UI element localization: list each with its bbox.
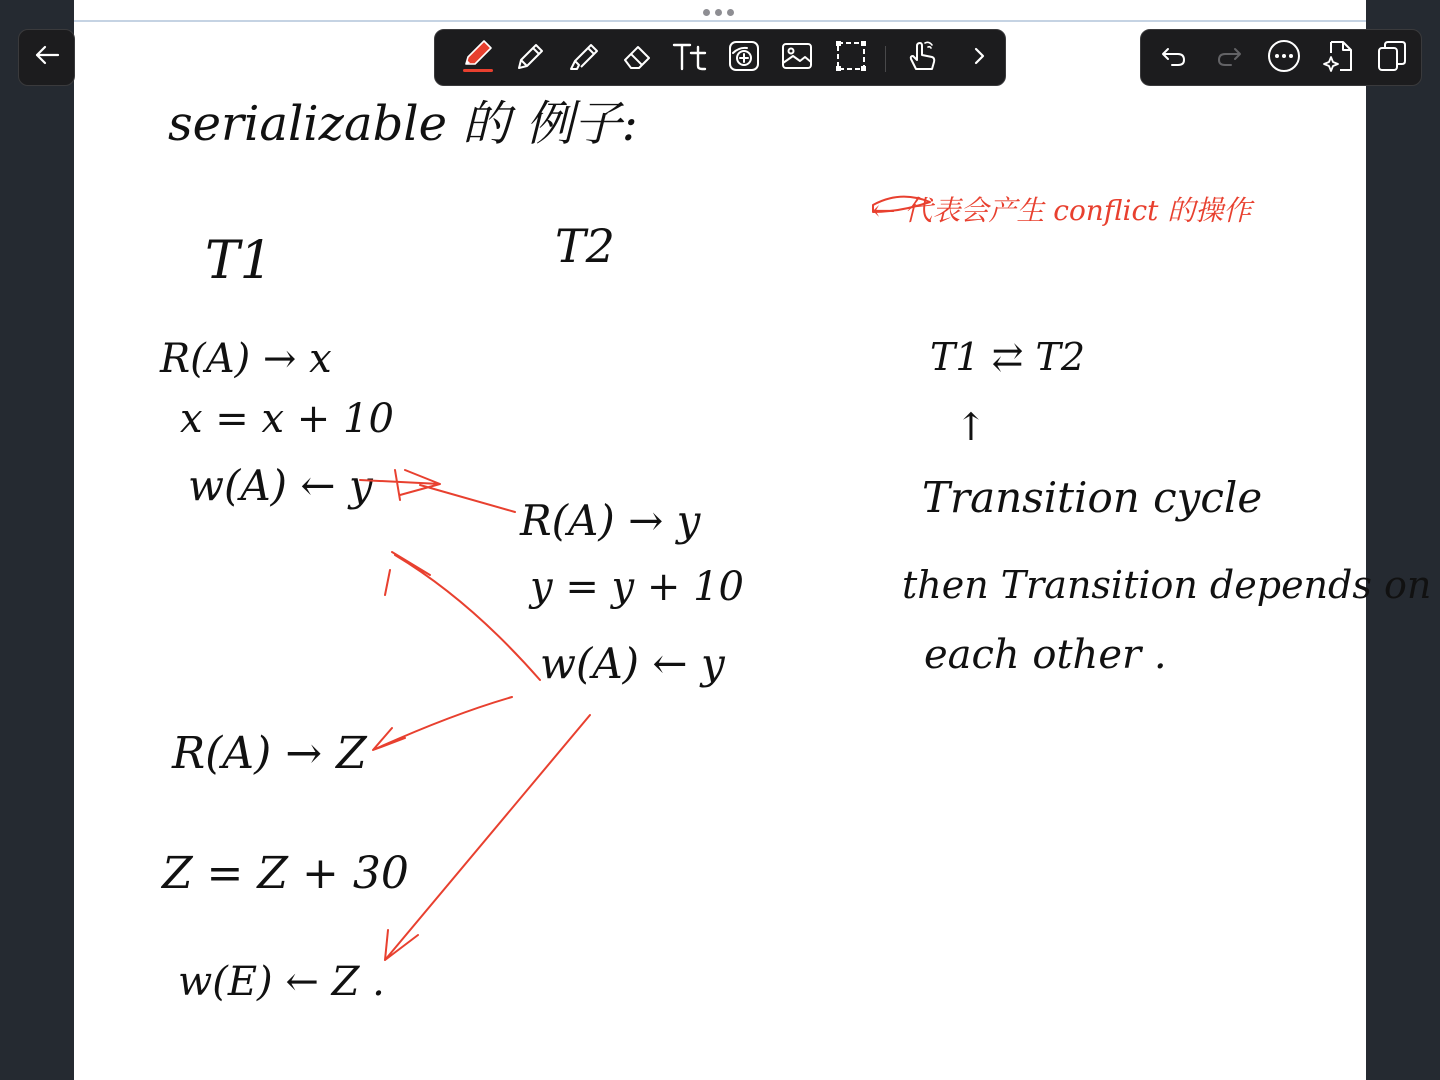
conflict-arrow-1 <box>360 470 515 512</box>
t2-header: T2 <box>555 219 615 273</box>
cycle-up-arrow: ↑ <box>955 405 987 449</box>
note-title: serializable 的 例子: <box>168 96 638 152</box>
red-annotation: ← 代表会产生 conflict 的操作 <box>872 194 1252 227</box>
cycle-desc-2: each other . <box>924 632 1167 678</box>
cycle-label: T1 ⇄ T2 <box>930 335 1086 379</box>
t1-line-2: x = x + 10 <box>180 396 394 442</box>
conflict-arrow-3 <box>373 697 512 750</box>
conflict-arrow-4 <box>385 715 590 960</box>
cycle-title: Transition cycle <box>922 473 1263 522</box>
t1-line-1: R(A) → x <box>160 336 332 382</box>
t1-line-5: Z = Z + 30 <box>162 848 409 899</box>
t2-line-2: y = y + 10 <box>530 564 744 610</box>
cycle-desc-1: then Transition depends on <box>902 563 1432 607</box>
t2-line-3: w(A) ← y <box>540 639 725 688</box>
t1-line-6: w(E) ← Z . <box>178 959 385 1005</box>
t1-line-4: R(A) → Z <box>172 728 367 779</box>
t2-line-1: R(A) → y <box>520 496 701 545</box>
t1-header: T1 <box>205 231 273 291</box>
conflict-arrow-2 <box>385 552 540 680</box>
t1-line-3: w(A) ← y <box>188 461 373 510</box>
